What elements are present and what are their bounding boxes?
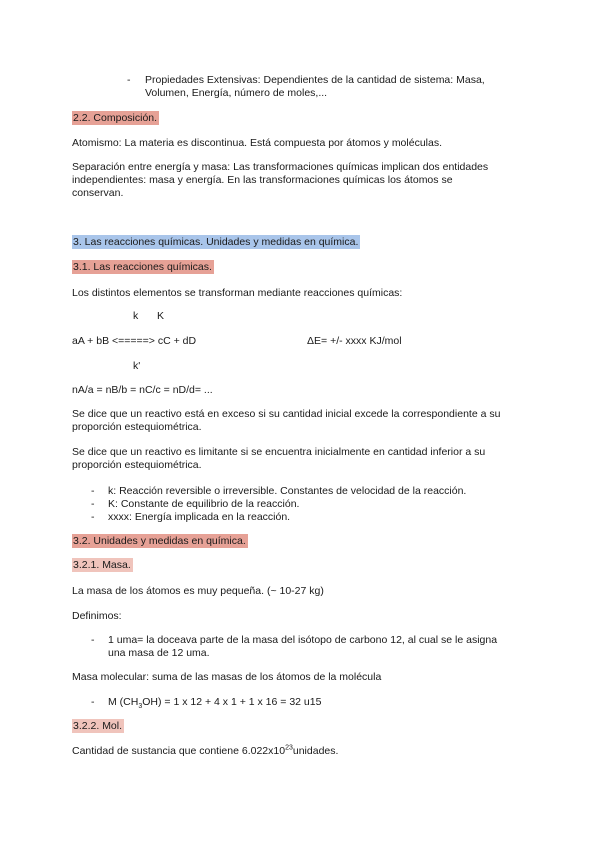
paragraph-line: Separación entre energía y masa: Las transformaciones químicas implican dos entidades <box>72 161 489 173</box>
stoichiometric-ratio: nA/a = nB/b = nC/c = nD/d= ... <box>72 384 213 396</box>
bullet-propiedades-extensivas <box>145 74 545 100</box>
heading-text: 3. Las reacciones químicas. Unidades y medidas en química. <box>73 236 359 248</box>
heading-text: 2.2. Composición. <box>73 112 158 124</box>
heading-text: 3.2. Unidades y medidas en química. <box>73 535 246 547</box>
paragraph-masa-molecular: Masa molecular: suma de las masas de los átomos de la molécula <box>72 671 382 683</box>
text-part: Cantidad de sustancia que contiene 6.022x10 <box>72 745 286 757</box>
formula-part: M (CH <box>108 696 139 708</box>
paragraph-masa-atomos: La masa de los átomos es muy pequeña. (~ 10-27 kg) <box>72 585 324 597</box>
bullet-line: una masa de 12 uma. <box>108 647 210 659</box>
section-heading-3-2-2 <box>72 720 532 733</box>
bullet-k: k: Reacción reversible o irreversible. Constantes de velocidad de la reacción. <box>108 485 467 497</box>
paragraph-exceso <box>72 408 532 434</box>
paragraph-separacion <box>72 161 532 200</box>
paragraph-line: proporción estequiométrica. <box>72 459 202 471</box>
rate-constant-k-prime: k' <box>133 360 141 372</box>
paragraph-line: independientes: masa y energía. En las transformaciones químicas los átomos se <box>72 174 453 186</box>
bullet-dash: - <box>91 485 95 497</box>
section-heading-3-2 <box>72 535 532 548</box>
paragraph-limitante <box>72 446 532 472</box>
exponent: 23 <box>285 744 293 752</box>
bullet-uma <box>108 634 538 660</box>
bullet-dash: - <box>91 696 95 708</box>
section-heading-3-2-1 <box>72 559 532 572</box>
energy-expression: ΔE= +/- xxxx KJ/mol <box>307 335 402 347</box>
bullet-line: 1 uma= la doceava parte de la masa del isótopo de carbono 12, al cual se le asigna <box>108 634 498 646</box>
bullet-dash: - <box>127 74 131 86</box>
bullet-methanol-mass <box>108 696 321 709</box>
bullet-dash: - <box>91 511 95 523</box>
section-heading-3-1 <box>72 261 532 274</box>
heading-text: 3.2.2. Mol. <box>73 720 123 732</box>
bullet-K: K: Constante de equilibrio de la reacción. <box>108 498 300 510</box>
formula-part: OH) = 1 x 12 + 4 x 1 + 1 x 16 = 32 u15 <box>142 696 322 708</box>
section-heading-3 <box>72 236 532 249</box>
bullet-line: Volumen, Energía, número de moles,... <box>145 87 328 99</box>
heading-text: 3.1. Las reacciones químicas. <box>73 261 212 273</box>
section-heading-2-2 <box>72 112 532 125</box>
rate-constant-k: k <box>133 310 139 322</box>
bullet-line: Propiedades Extensivas: Dependientes de la cantidad de sistema: Masa, <box>145 74 485 86</box>
paragraph-definimos: Definimos: <box>72 610 122 622</box>
heading-text: 3.2.1. Masa. <box>73 559 131 571</box>
equilibrium-constant-K: K <box>157 310 165 322</box>
paragraph-line: proporción estequiométrica. <box>72 421 202 433</box>
bullet-dash: - <box>91 634 95 646</box>
paragraph-atomismo: Atomismo: La materia es discontinua. Está compuesta por átomos y moléculas. <box>72 137 443 149</box>
bullet-dash: - <box>91 498 95 510</box>
text-part: unidades. <box>292 745 339 757</box>
paragraph-intro-reacciones: Los distintos elementos se transforman mediante reacciones químicas: <box>72 287 403 299</box>
formula-subscript: 3 <box>138 703 143 711</box>
paragraph-line: Se dice que un reactivo está en exceso si su cantidad inicial excede la correspondiente a su <box>72 408 501 420</box>
paragraph-mol <box>72 745 532 758</box>
bullet-xxxx: xxxx: Energía implicada en la reacción. <box>108 511 291 523</box>
paragraph-line: conservan. <box>72 187 124 199</box>
paragraph-line: Se dice que un reactivo es limitante si se encuentra inicialmente en cantidad inferior a su <box>72 446 486 458</box>
reaction-equation: aA + bB <=====> cC + dD <box>72 335 197 347</box>
